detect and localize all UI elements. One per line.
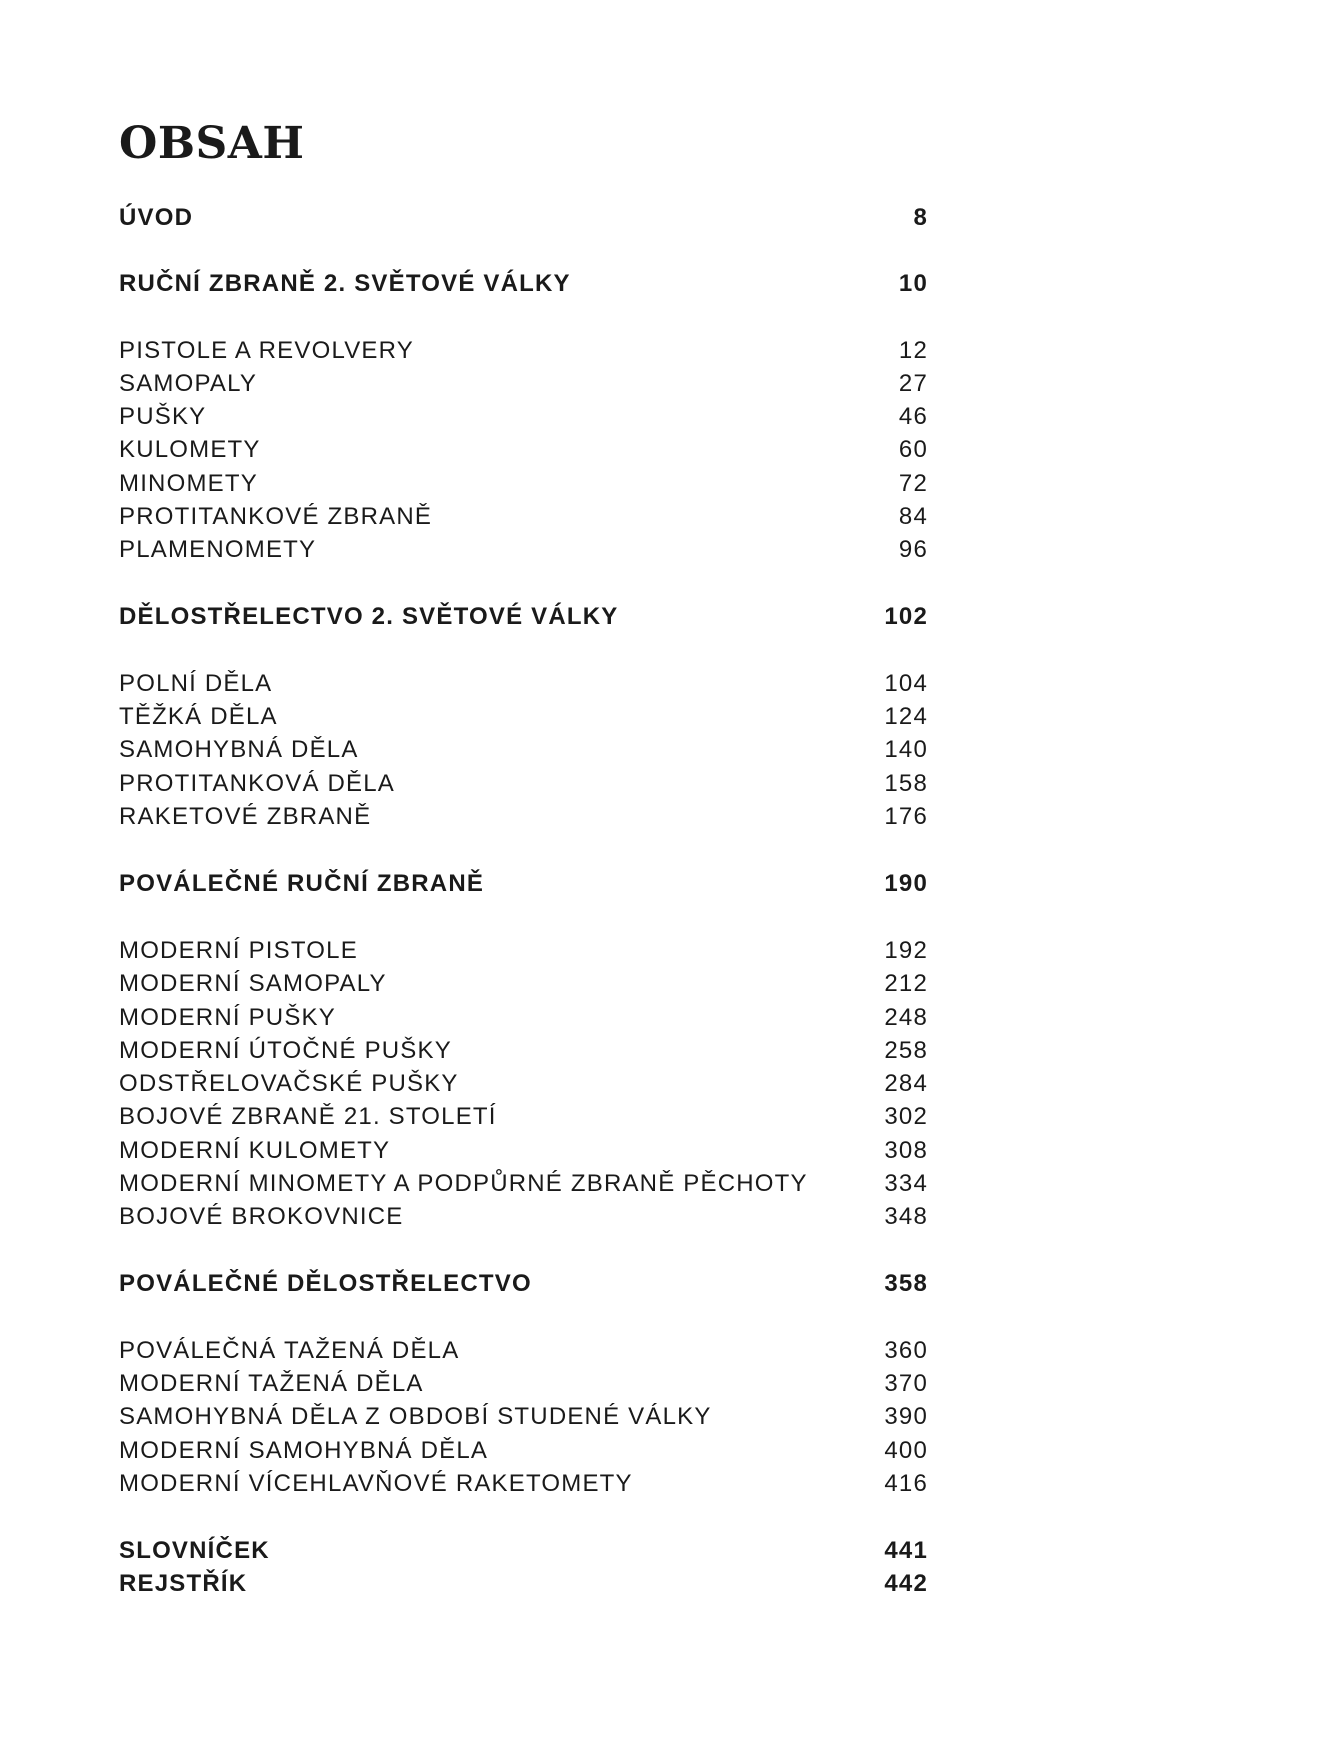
toc-entry-title: RUČNÍ ZBRANĚ 2. SVĚTOVÉ VÁLKY bbox=[119, 270, 571, 297]
toc-page-number: 176 bbox=[884, 803, 928, 830]
toc-entry-title: REJSTŘÍK bbox=[119, 1570, 248, 1597]
toc-page-number: 46 bbox=[898, 403, 928, 430]
toc-entry bbox=[119, 1069, 928, 1099]
toc-entry-title: MINOMETY bbox=[119, 470, 258, 497]
toc-page-number: 10 bbox=[898, 270, 928, 297]
toc-page-number: 96 bbox=[898, 536, 928, 563]
toc-page-number: 284 bbox=[884, 1070, 928, 1097]
toc-page-number: 60 bbox=[898, 436, 928, 463]
toc-page-number: 248 bbox=[884, 1004, 928, 1031]
toc-page-number: 360 bbox=[884, 1337, 928, 1364]
toc-entry bbox=[119, 936, 928, 966]
toc-entry bbox=[119, 1169, 928, 1199]
toc-entry-title: MODERNÍ KULOMETY bbox=[119, 1137, 391, 1164]
toc-page-number: 348 bbox=[884, 1203, 928, 1230]
toc-page-number: 190 bbox=[884, 870, 928, 897]
toc-page-number: 400 bbox=[884, 1437, 928, 1464]
toc-entry-title: MODERNÍ VÍCEHLAVŇOVÉ RAKETOMETY bbox=[119, 1470, 633, 1497]
toc-entry bbox=[119, 735, 928, 765]
toc-entry-title: BOJOVÉ BROKOVNICE bbox=[119, 1203, 404, 1230]
toc-entry bbox=[119, 1369, 928, 1399]
toc-entry-title: POVÁLEČNÉ RUČNÍ ZBRANĚ bbox=[119, 870, 485, 897]
toc-entry-title: MODERNÍ MINOMETY A PODPŮRNÉ ZBRANĚ PĚCHOTY bbox=[119, 1170, 808, 1197]
toc-entry bbox=[119, 1102, 928, 1132]
toc-entry bbox=[119, 336, 928, 366]
toc-entry bbox=[119, 502, 928, 532]
toc-page-number: 84 bbox=[898, 503, 928, 530]
toc-page-number: 442 bbox=[884, 1570, 928, 1597]
toc-entry bbox=[119, 435, 928, 465]
toc-entry-title: PISTOLE A REVOLVERY bbox=[119, 337, 414, 364]
toc-page-number: 72 bbox=[898, 470, 928, 497]
toc-entry-title: ODSTŘELOVAČSKÉ PUŠKY bbox=[119, 1070, 459, 1097]
toc-entry-title: MODERNÍ SAMOPALY bbox=[119, 970, 387, 997]
toc-entry-title: MODERNÍ ÚTOČNÉ PUŠKY bbox=[119, 1037, 452, 1064]
toc-entry bbox=[119, 1036, 928, 1066]
toc-page-number: 8 bbox=[913, 204, 928, 231]
toc-page-number: 27 bbox=[898, 370, 928, 397]
toc-entry bbox=[119, 1336, 928, 1366]
toc-page-number: 441 bbox=[884, 1537, 928, 1564]
toc-entry bbox=[119, 769, 928, 799]
toc-entry bbox=[119, 702, 928, 732]
toc-entry-title: MODERNÍ PISTOLE bbox=[119, 937, 358, 964]
toc-entry-title: BOJOVÉ ZBRANĚ 21. STOLETÍ bbox=[119, 1103, 497, 1130]
toc-entry bbox=[119, 535, 928, 565]
toc-page-number: 140 bbox=[884, 736, 928, 763]
toc-section-heading bbox=[119, 269, 928, 299]
toc-entry bbox=[119, 1003, 928, 1033]
toc-entry-title: DĚLOSTŘELECTVO 2. SVĚTOVÉ VÁLKY bbox=[119, 603, 619, 630]
toc-entry-title: SAMOHYBNÁ DĚLA Z OBDOBÍ STUDENÉ VÁLKY bbox=[119, 1403, 712, 1430]
toc-entry bbox=[119, 1136, 928, 1166]
toc-page-number: 358 bbox=[884, 1270, 928, 1297]
toc-entry-title: POVÁLEČNÉ DĚLOSTŘELECTVO bbox=[119, 1270, 532, 1297]
toc-entry-title: KULOMETY bbox=[119, 436, 261, 463]
toc-entry-title: MODERNÍ PUŠKY bbox=[119, 1004, 336, 1031]
toc-entry bbox=[119, 1202, 928, 1232]
toc-page-number: 212 bbox=[884, 970, 928, 997]
toc-entry-title: PLAMENOMETY bbox=[119, 536, 317, 563]
toc-page-number: 192 bbox=[884, 937, 928, 964]
toc-entry bbox=[119, 402, 928, 432]
page-title: OBSAH bbox=[119, 118, 305, 169]
toc-page-number: 102 bbox=[884, 603, 928, 630]
toc-page-number: 308 bbox=[884, 1137, 928, 1164]
toc-entry-title: ÚVOD bbox=[119, 204, 194, 231]
toc-entry-title: SAMOHYBNÁ DĚLA bbox=[119, 736, 359, 763]
toc-entry-title: POLNÍ DĚLA bbox=[119, 670, 273, 697]
toc-entry-title: RAKETOVÉ ZBRANĚ bbox=[119, 803, 372, 830]
toc-entry-title: PROTITANKOVÁ DĚLA bbox=[119, 770, 396, 797]
toc-entry bbox=[119, 802, 928, 832]
toc-entry-title: PUŠKY bbox=[119, 403, 207, 430]
toc-entry bbox=[119, 1469, 928, 1499]
toc-entry-title: TĚŽKÁ DĚLA bbox=[119, 703, 278, 730]
toc-section-heading bbox=[119, 869, 928, 899]
toc-entry bbox=[119, 1436, 928, 1466]
toc-page-number: 390 bbox=[884, 1403, 928, 1430]
toc-entry bbox=[119, 369, 928, 399]
toc-page-number: 416 bbox=[884, 1470, 928, 1497]
toc-page-number: 334 bbox=[884, 1170, 928, 1197]
toc-entry bbox=[119, 1402, 928, 1432]
toc-page-number: 370 bbox=[884, 1370, 928, 1397]
toc-section-heading bbox=[119, 1536, 928, 1566]
toc-page-number: 124 bbox=[884, 703, 928, 730]
toc-entry bbox=[119, 969, 928, 999]
toc-entry-title: POVÁLEČNÁ TAŽENÁ DĚLA bbox=[119, 1337, 460, 1364]
toc-section-heading bbox=[119, 602, 928, 632]
toc-page-number: 12 bbox=[898, 337, 928, 364]
toc-entry bbox=[119, 469, 928, 499]
toc-section-heading bbox=[119, 1569, 928, 1599]
toc-page-number: 158 bbox=[884, 770, 928, 797]
toc-entry bbox=[119, 669, 928, 699]
toc-entry-title: MODERNÍ SAMOHYBNÁ DĚLA bbox=[119, 1437, 489, 1464]
toc-entry-title: SAMOPALY bbox=[119, 370, 258, 397]
toc-page-number: 104 bbox=[884, 670, 928, 697]
toc-page-number: 258 bbox=[884, 1037, 928, 1064]
toc-entry-title: PROTITANKOVÉ ZBRANĚ bbox=[119, 503, 433, 530]
toc-page-number: 302 bbox=[884, 1103, 928, 1130]
toc-section-heading bbox=[119, 203, 928, 233]
toc-entry-title: SLOVNÍČEK bbox=[119, 1537, 270, 1564]
toc-entry-title: MODERNÍ TAŽENÁ DĚLA bbox=[119, 1370, 424, 1397]
toc-section-heading bbox=[119, 1269, 928, 1299]
